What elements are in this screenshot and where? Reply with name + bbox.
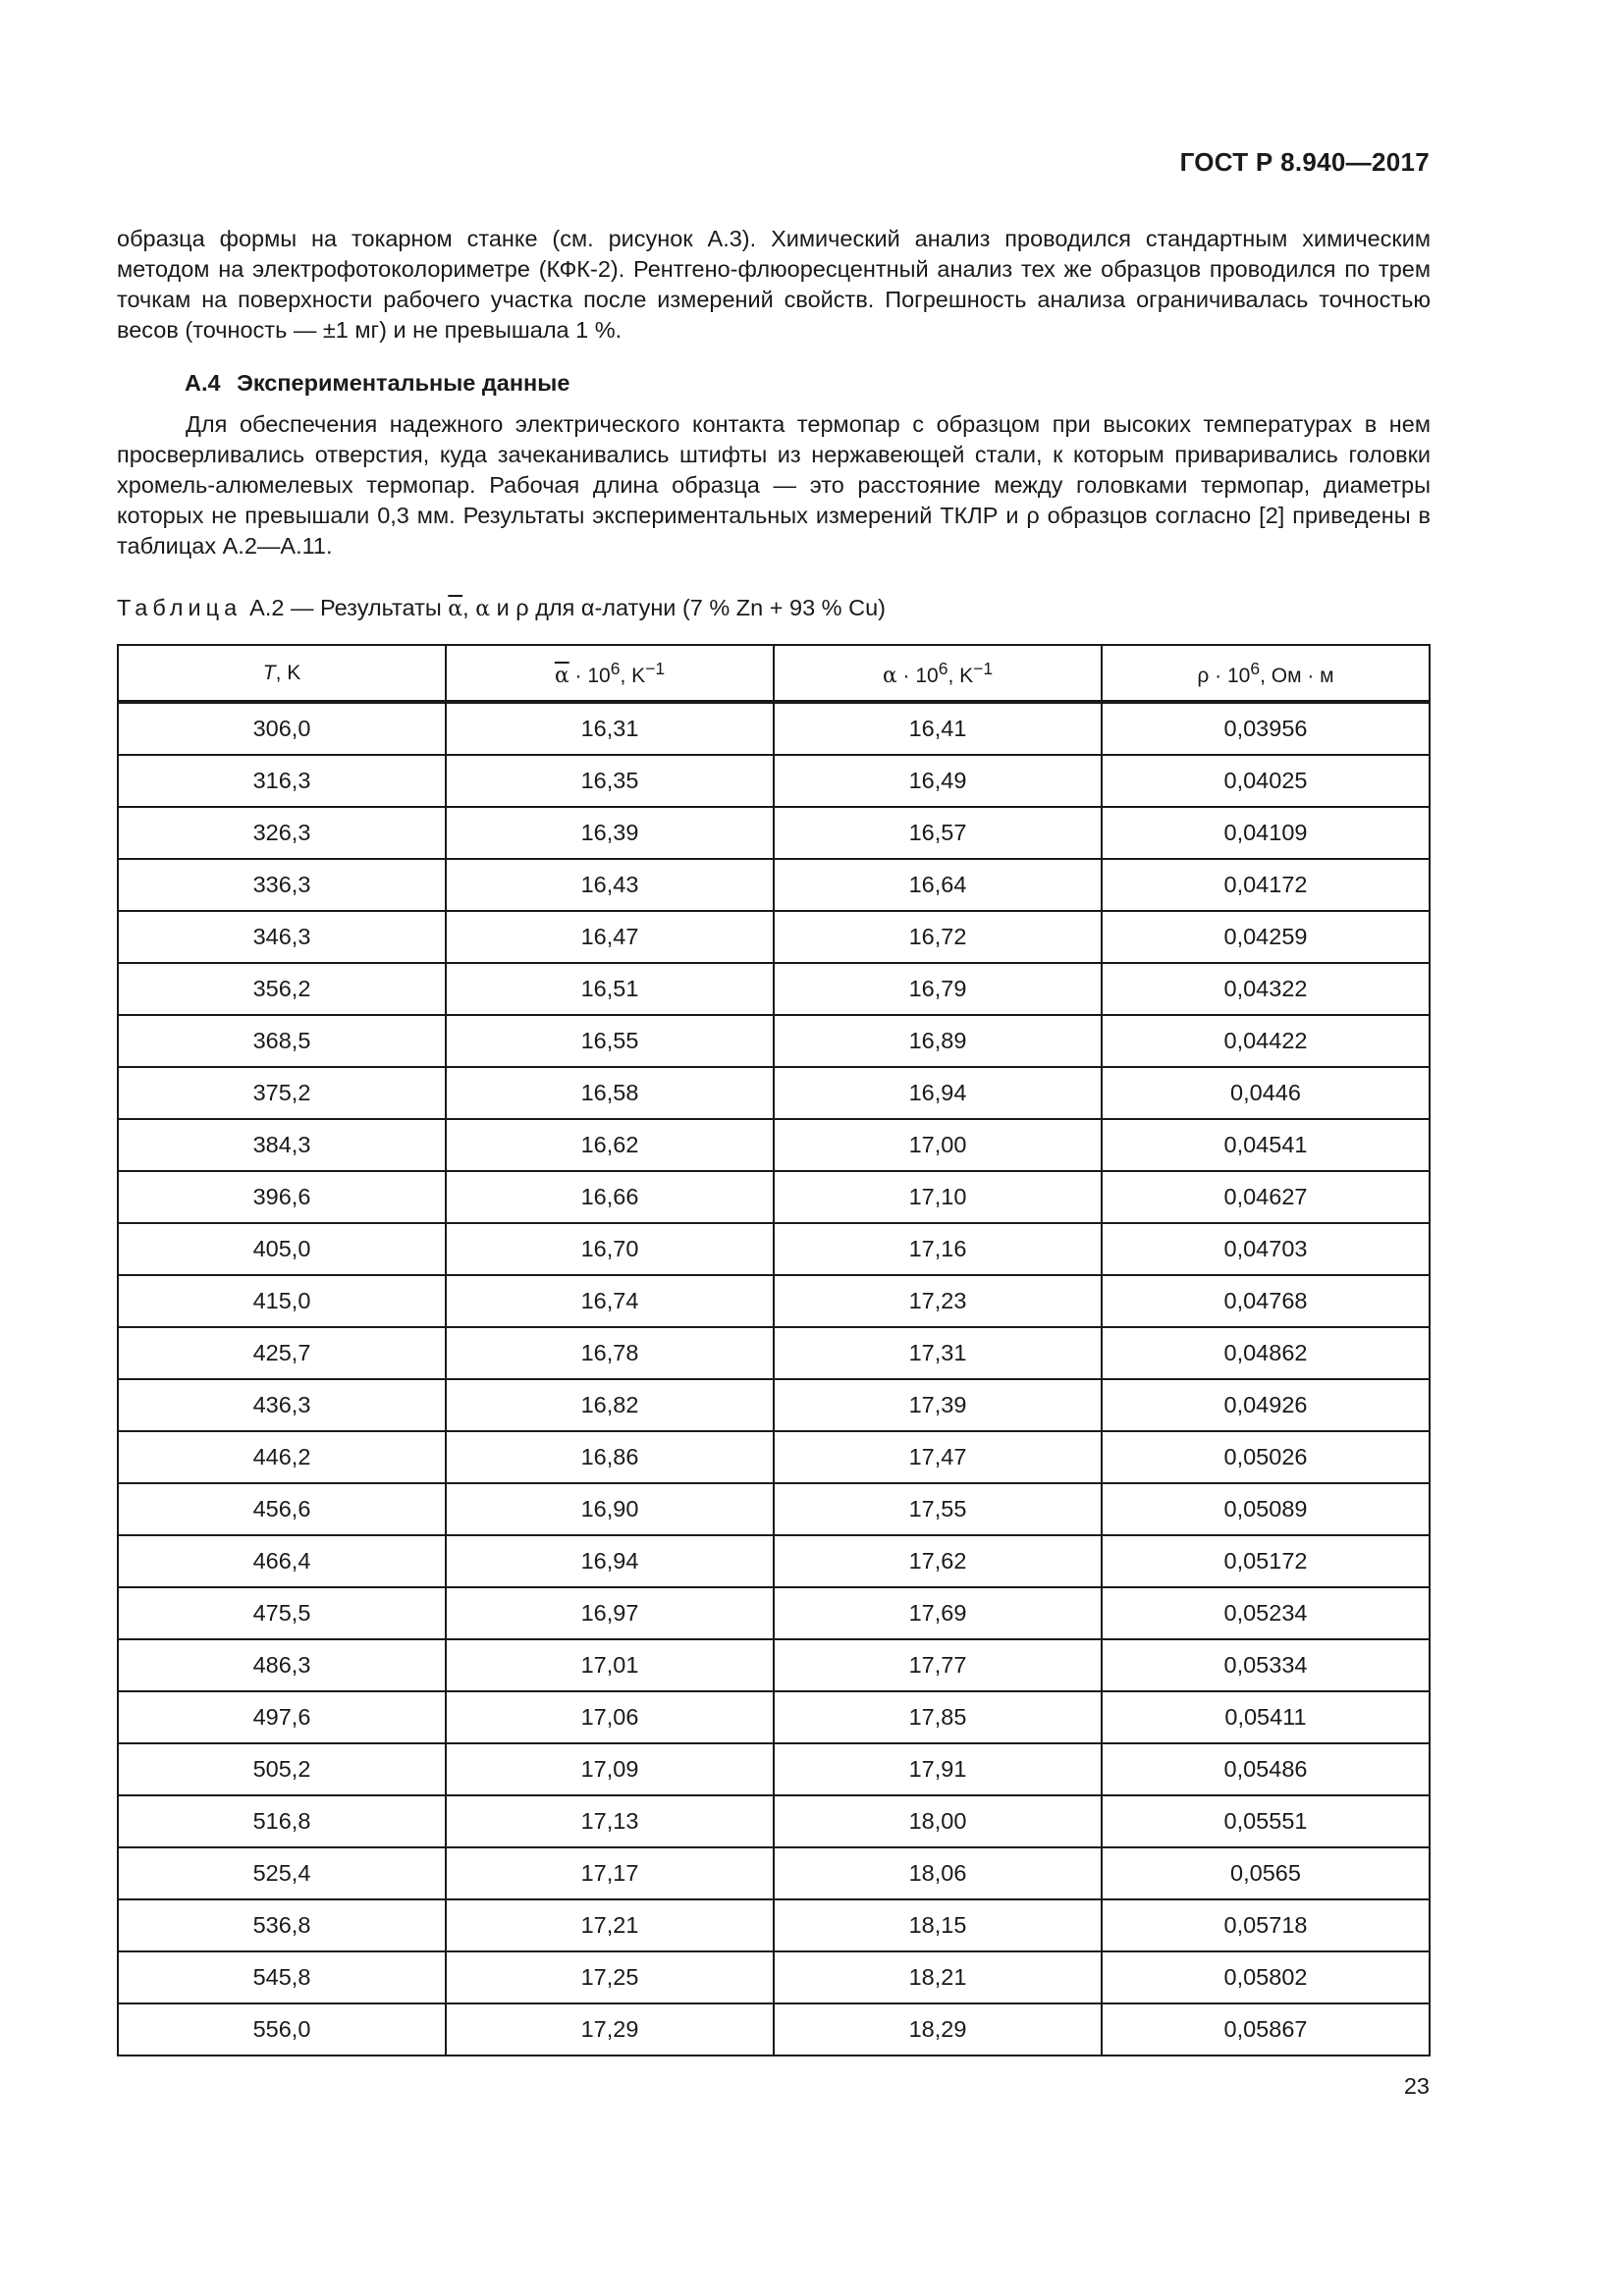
cell-temperature: 545,8 xyxy=(118,1951,446,2003)
table-row xyxy=(118,1015,1430,1067)
cell-alpha: 17,31 xyxy=(774,1327,1102,1379)
caption-alpha-symbol: α xyxy=(475,597,491,621)
cell-alpha: 18,06 xyxy=(774,1847,1102,1899)
caption-and: и xyxy=(496,595,510,620)
cell-resistivity: 0,04322 xyxy=(1102,963,1430,1015)
cell-alpha: 17,47 xyxy=(774,1431,1102,1483)
cell-resistivity: 0,04109 xyxy=(1102,807,1430,859)
cell-alpha: 18,00 xyxy=(774,1795,1102,1847)
cell-alpha: 17,62 xyxy=(774,1535,1102,1587)
cell-resistivity: 0,0446 xyxy=(1102,1067,1430,1119)
table-row xyxy=(118,1119,1430,1171)
cell-alpha: 16,72 xyxy=(774,911,1102,963)
cell-temperature: 356,2 xyxy=(118,963,446,1015)
cell-alpha: 16,94 xyxy=(774,1067,1102,1119)
cell-temperature: 456,6 xyxy=(118,1483,446,1535)
cell-temperature: 405,0 xyxy=(118,1223,446,1275)
table-row xyxy=(118,1899,1430,1951)
cell-mean-alpha: 16,35 xyxy=(446,755,774,807)
caption-separator: , xyxy=(462,595,469,620)
cell-temperature: 306,0 xyxy=(118,702,446,755)
cell-mean-alpha: 17,17 xyxy=(446,1847,774,1899)
table-row xyxy=(118,1795,1430,1847)
table-row xyxy=(118,702,1430,755)
cell-resistivity: 0,05802 xyxy=(1102,1951,1430,2003)
cell-alpha: 17,00 xyxy=(774,1119,1102,1171)
table-row xyxy=(118,1691,1430,1743)
cell-alpha: 17,55 xyxy=(774,1483,1102,1535)
cell-temperature: 466,4 xyxy=(118,1535,446,1587)
cell-mean-alpha: 16,62 xyxy=(446,1119,774,1171)
table-row xyxy=(118,1327,1430,1379)
table-row xyxy=(118,1587,1430,1639)
cell-alpha: 16,57 xyxy=(774,807,1102,859)
cell-alpha: 16,89 xyxy=(774,1015,1102,1067)
table-row xyxy=(118,963,1430,1015)
table-caption-word: Таблица xyxy=(117,595,243,620)
cell-temperature: 446,2 xyxy=(118,1431,446,1483)
cell-resistivity: 0,05089 xyxy=(1102,1483,1430,1535)
cell-resistivity: 0,04422 xyxy=(1102,1015,1430,1067)
data-table xyxy=(117,644,1431,2056)
cell-temperature: 536,8 xyxy=(118,1899,446,1951)
table-header-row xyxy=(118,645,1430,702)
cell-mean-alpha: 16,51 xyxy=(446,963,774,1015)
cell-resistivity: 0,04703 xyxy=(1102,1223,1430,1275)
section-number: А.4 xyxy=(185,370,221,396)
cell-mean-alpha: 16,66 xyxy=(446,1171,774,1223)
cell-temperature: 486,3 xyxy=(118,1639,446,1691)
cell-alpha: 17,85 xyxy=(774,1691,1102,1743)
cell-temperature: 497,6 xyxy=(118,1691,446,1743)
cell-mean-alpha: 17,25 xyxy=(446,1951,774,2003)
cell-temperature: 475,5 xyxy=(118,1587,446,1639)
cell-mean-alpha: 16,74 xyxy=(446,1275,774,1327)
cell-resistivity: 0,04926 xyxy=(1102,1379,1430,1431)
table-row xyxy=(118,755,1430,807)
cell-mean-alpha: 16,78 xyxy=(446,1327,774,1379)
table-caption-number: А.2 — Результаты xyxy=(249,595,442,620)
header-resistivity: $\rho \cdot 10^6$, Ом · м xyxy=(1102,645,1430,702)
cell-resistivity: 0,04627 xyxy=(1102,1171,1430,1223)
cell-mean-alpha: 16,94 xyxy=(446,1535,774,1587)
cell-mean-alpha: 17,09 xyxy=(446,1743,774,1795)
cell-mean-alpha: 16,43 xyxy=(446,859,774,911)
cell-resistivity: 0,05718 xyxy=(1102,1899,1430,1951)
table-row xyxy=(118,1639,1430,1691)
caption-rest: для α-латуни (7 % Zn + 93 % Cu) xyxy=(535,595,886,620)
document-id: ГОСТ Р 8.940—2017 xyxy=(1179,147,1430,177)
table-row xyxy=(118,1847,1430,1899)
table-row xyxy=(118,1223,1430,1275)
cell-temperature: 368,5 xyxy=(118,1015,446,1067)
cell-mean-alpha: 16,55 xyxy=(446,1015,774,1067)
cell-alpha: 17,69 xyxy=(774,1587,1102,1639)
cell-mean-alpha: 16,70 xyxy=(446,1223,774,1275)
cell-resistivity: 0,05411 xyxy=(1102,1691,1430,1743)
table-row xyxy=(118,1379,1430,1431)
cell-temperature: 384,3 xyxy=(118,1119,446,1171)
cell-temperature: 415,0 xyxy=(118,1275,446,1327)
cell-mean-alpha: 17,29 xyxy=(446,2003,774,2056)
cell-alpha: 17,16 xyxy=(774,1223,1102,1275)
cell-alpha: 17,39 xyxy=(774,1379,1102,1431)
cell-temperature: 375,2 xyxy=(118,1067,446,1119)
cell-mean-alpha: 17,13 xyxy=(446,1795,774,1847)
cell-mean-alpha: 16,58 xyxy=(446,1067,774,1119)
table-row xyxy=(118,1171,1430,1223)
cell-temperature: 525,4 xyxy=(118,1847,446,1899)
caption-rho-symbol: ρ xyxy=(515,595,529,620)
cell-mean-alpha: 17,01 xyxy=(446,1639,774,1691)
cell-temperature: 346,3 xyxy=(118,911,446,963)
cell-resistivity: 0,05334 xyxy=(1102,1639,1430,1691)
cell-alpha: 18,29 xyxy=(774,2003,1102,2056)
cell-alpha: 17,10 xyxy=(774,1171,1102,1223)
cell-resistivity: 0,05172 xyxy=(1102,1535,1430,1587)
cell-mean-alpha: 16,82 xyxy=(446,1379,774,1431)
cell-resistivity: 0,04768 xyxy=(1102,1275,1430,1327)
cell-resistivity: 0,03956 xyxy=(1102,702,1430,755)
table-row xyxy=(118,807,1430,859)
header-alpha: $\alpha \cdot 10^6$, $K^{-1}$ xyxy=(774,645,1102,702)
cell-temperature: 425,7 xyxy=(118,1327,446,1379)
experimental-paragraph: Для обеспечения надежного электрического контакта термопар с образцом при высоких температурах в нем просверливались отверстия, куда зачеканивались штифты из нержавеющей стали, к которым приваривались головки хромель-алюмелевых термопар. Рабочая длина образца — это расстояние между головками термопар, диаметры которых не превышали 0,3 мм. Результаты экспериментальных измерений ТКЛР и ρ образцов согласно [2] приведены в таблицах А.2—А.11. xyxy=(117,411,1431,559)
cell-resistivity: 0,05551 xyxy=(1102,1795,1430,1847)
table-row xyxy=(118,2003,1430,2056)
cell-resistivity: 0,04541 xyxy=(1102,1119,1430,1171)
table-row xyxy=(118,1535,1430,1587)
cell-resistivity: 0,05486 xyxy=(1102,1743,1430,1795)
cell-resistivity: 0,04025 xyxy=(1102,755,1430,807)
cell-resistivity: 0,05026 xyxy=(1102,1431,1430,1483)
cell-alpha: 16,64 xyxy=(774,859,1102,911)
intro-paragraph: образца формы на токарном станке (см. рисунок А.3). Химический анализ проводился стандартным химическим методом на электрофотоколориметре (КФК-2). Рентгено-флюоресцентный анализ тех же образцов проводился по трем точкам на поверхности рабочего участка после измерений свойств. Погрешность анализа ограничивалась точностью весов (точность — ±1 мг) и не превышала 1 %. xyxy=(117,226,1431,343)
cell-temperature: 436,3 xyxy=(118,1379,446,1431)
table-row xyxy=(118,1951,1430,2003)
cell-resistivity: 0,0565 xyxy=(1102,1847,1430,1899)
cell-alpha: 18,15 xyxy=(774,1899,1102,1951)
table-row xyxy=(118,1743,1430,1795)
cell-mean-alpha: 16,90 xyxy=(446,1483,774,1535)
table-row xyxy=(118,911,1430,963)
header-mean-alpha: $\overline{\alpha} \cdot 10^6$, $K^{-1}$ xyxy=(446,645,774,702)
cell-resistivity: 0,04862 xyxy=(1102,1327,1430,1379)
cell-mean-alpha: 16,97 xyxy=(446,1587,774,1639)
table-row xyxy=(118,1483,1430,1535)
cell-mean-alpha: 16,39 xyxy=(446,807,774,859)
section-title: Экспериментальные данные xyxy=(237,370,570,396)
caption-alpha-mean-symbol: $\overline{\alpha}$ xyxy=(448,597,463,621)
cell-alpha: 17,23 xyxy=(774,1275,1102,1327)
section-heading xyxy=(185,370,569,397)
cell-resistivity: 0,05234 xyxy=(1102,1587,1430,1639)
cell-resistivity: 0,04172 xyxy=(1102,859,1430,911)
table-caption xyxy=(117,595,886,621)
page-number: 23 xyxy=(1403,2073,1430,2099)
cell-resistivity: 0,04259 xyxy=(1102,911,1430,963)
cell-temperature: 556,0 xyxy=(118,2003,446,2056)
cell-alpha: 16,79 xyxy=(774,963,1102,1015)
cell-alpha: 17,77 xyxy=(774,1639,1102,1691)
cell-temperature: 326,3 xyxy=(118,807,446,859)
cell-temperature: 336,3 xyxy=(118,859,446,911)
cell-alpha: 18,21 xyxy=(774,1951,1102,2003)
table-row xyxy=(118,1067,1430,1119)
table-row xyxy=(118,1431,1430,1483)
cell-alpha: 16,49 xyxy=(774,755,1102,807)
table-row xyxy=(118,859,1430,911)
cell-temperature: 396,6 xyxy=(118,1171,446,1223)
header-temperature: T, K xyxy=(118,645,446,702)
cell-temperature: 316,3 xyxy=(118,755,446,807)
cell-temperature: 516,8 xyxy=(118,1795,446,1847)
cell-temperature: 505,2 xyxy=(118,1743,446,1795)
cell-mean-alpha: 16,86 xyxy=(446,1431,774,1483)
cell-resistivity: 0,05867 xyxy=(1102,2003,1430,2056)
cell-mean-alpha: 16,31 xyxy=(446,702,774,755)
table-row xyxy=(118,1275,1430,1327)
cell-mean-alpha: 17,21 xyxy=(446,1899,774,1951)
cell-alpha: 16,41 xyxy=(774,702,1102,755)
cell-mean-alpha: 16,47 xyxy=(446,911,774,963)
table-body xyxy=(118,702,1430,2056)
cell-mean-alpha: 17,06 xyxy=(446,1691,774,1743)
cell-alpha: 17,91 xyxy=(774,1743,1102,1795)
